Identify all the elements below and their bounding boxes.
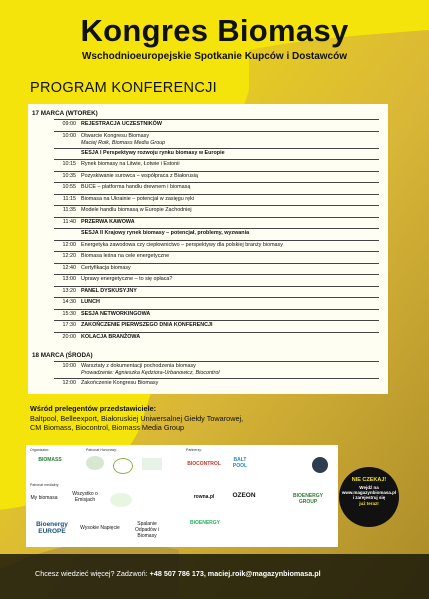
time-label: 12:00 — [62, 380, 76, 386]
logo-bioenergy-2: BIOENERGY — [190, 520, 221, 526]
time-label: 12:00 — [62, 241, 76, 248]
schedule-item-title: Certyfikacja biomasy — [81, 264, 131, 271]
time-label: 20:00 — [62, 333, 76, 340]
logo-ministry — [86, 456, 104, 470]
badge-line: www.magazynbiomasa.pl — [341, 490, 397, 495]
schedule-item-speaker: Prowadzenie: Agnieszka Kędziora-Urbanowicz, Biocontrol — [81, 370, 220, 376]
partners-label: Partnerzy: — [186, 448, 202, 452]
badge-line: i zarejestruj się — [352, 495, 386, 500]
schedule-item-title: Otwarcie Kongresu Biomasy — [81, 132, 150, 139]
time-label: 10:00 — [62, 132, 76, 139]
schedule-item-title: PRZERWA KAWOWA — [81, 218, 135, 225]
schedule-row — [54, 361, 379, 379]
schedule-item-title: Biomasa leśna na cele energetyczne — [81, 253, 170, 259]
logo-emblem — [312, 457, 328, 473]
badge-line: Wejdź na — [359, 485, 379, 490]
partners-box — [26, 445, 338, 547]
time-label: 10:00 — [62, 363, 76, 369]
time-label: 17:30 — [62, 322, 76, 328]
time-label: 13:20 — [62, 287, 76, 294]
schedule-item-speaker: Maciej Roik, Biomass Media Group — [81, 139, 166, 146]
speakers-list: Baltpool, Belleexport, Białoruskiej Uniwersalnej Giełdy Towarowej, — [30, 413, 244, 423]
time-label: 11:15 — [62, 195, 76, 202]
schedule-item-title: ZAKOŃCZENIE PIERWSZEGO DNIA KONFERENCJI — [81, 322, 213, 328]
logo-wszystko-o-emisjach: Wszystko o Emisjach — [72, 491, 98, 503]
logo-honorary-2 — [113, 458, 133, 474]
main-title: Kongres Biomasy — [80, 13, 349, 48]
logo-bioenergy-group: BIOENERGY GROUP — [292, 493, 323, 505]
schedule-item-title: LUNCH — [81, 299, 100, 305]
speakers-heading: Wśród prelegentów przedstawiciele: — [30, 404, 157, 413]
logo-biocontrol: BIOCONTROL — [187, 461, 221, 467]
honorary-patronage-label: Patronat Honorowy: — [86, 448, 117, 452]
badge-heading: NIE CZEKAJ! — [351, 477, 387, 483]
logo-honorary-3 — [142, 458, 162, 470]
logo-biomass-media: BIOMASS — [38, 457, 62, 463]
schedule-item-title: Uprawy energetyczne – to się opłaca? — [81, 276, 173, 282]
time-label: 15:30 — [62, 310, 76, 317]
footer — [0, 554, 429, 599]
header — [0, 0, 429, 62]
day-header: 17 MARCA (WTOREK) — [32, 110, 98, 117]
time-label: 13:00 — [62, 276, 76, 282]
logo-ozeon: OZEON — [232, 492, 256, 499]
time-label: 10:15 — [62, 161, 76, 167]
time-label: 11:35 — [62, 207, 76, 213]
schedule-row — [54, 332, 379, 345]
program-title: PROGRAM KONFERENCJI — [30, 80, 217, 96]
schedule-item-title: SESJA II Krajowy rynek biomasy – potencjał, problemy, wyzwania — [81, 230, 250, 236]
schedule-item-title: Rynek biomasy na Litwie, Łotwie i Estonii — [81, 161, 180, 167]
time-label: 09:00 — [62, 121, 76, 127]
schedule-row — [54, 131, 379, 149]
logo-rownapl: rowna.pl — [193, 494, 215, 500]
schedule-item-title: REJESTRACJA UCZESTNIKÓW — [81, 121, 162, 127]
speakers-section — [30, 404, 330, 433]
program-panel — [28, 104, 388, 394]
schedule-item-title: Biomasa na Ukrainie – potencjał w zasięgu ręki — [81, 195, 194, 202]
logo-my-biomass: My biomasa — [30, 495, 58, 501]
time-label: 10:55 — [62, 184, 76, 190]
schedule-item-title: KOLACJA BRANŻOWA — [81, 333, 141, 340]
contact-line — [35, 569, 321, 578]
schedule-item-title: SESJA I Perspektywy rozwoju rynku biomasy w Europie — [81, 149, 225, 156]
contact-details[interactable]: +48 507 786 173, maciej.roik@magazynbiomasa.pl — [149, 569, 321, 578]
logo-wysokie-napiecie: Wysokie Napięcie — [80, 525, 120, 531]
schedule-item-title: Modele handlu biomasą w Europie Zachodniej — [81, 207, 192, 213]
time-label: 14:30 — [62, 299, 76, 305]
time-label: 11:40 — [62, 218, 76, 225]
schedule-item-title: Energetyka zawodowa czy ciepłownictwo – perspektywy dla polskiej branży biomasy — [81, 241, 283, 248]
badge-cta: już teraz! — [359, 501, 379, 506]
schedule-item-title: PANEL DYSKUSYJNY — [81, 287, 137, 294]
dont-wait-badge[interactable] — [339, 467, 399, 527]
logo-bioenergy-europe: Bioenergy EUROPE — [36, 521, 68, 535]
subtitle: Wschodnioeuropejskie Spotkanie Kupców i Dostawców — [81, 51, 348, 62]
media-patronage-label: Patronat medialny: — [30, 483, 60, 487]
schedule-row — [54, 378, 379, 391]
day-header: 18 MARCA (ŚRODA) — [32, 352, 93, 359]
time-label: 12:40 — [62, 264, 76, 271]
logo-spalanie-odpadow: Spalanie Odpadów i Biomasy — [135, 521, 159, 539]
logo-baltpool: BALT POOL — [232, 457, 248, 469]
schedule-item-title: BUCE – platforma handlu drewnem i biomasą — [81, 184, 191, 190]
contact-prompt: Chcesz wiedzieć więcej? Zadzwoń: — [35, 569, 148, 578]
organizer-label: Organizator: — [30, 448, 50, 452]
schedule-item-title: Zakończenie Kongresu Biomasy — [81, 380, 159, 386]
logo-media-3 — [110, 493, 132, 507]
schedule-item-title: SESJA NETWORKINGOWA — [81, 310, 151, 317]
schedule-item-title: Pozyskiwanie surowca – współpraca z Białorusią — [81, 172, 198, 179]
time-label: 10:35 — [62, 172, 76, 179]
schedule-item-title: Warsztaty z dokumentacji pochodzenia biomasy — [81, 363, 196, 369]
time-label: 12:20 — [62, 253, 76, 259]
speakers-list: CM Biomass, Biocontrol, Biomass Media Group — [30, 423, 185, 432]
